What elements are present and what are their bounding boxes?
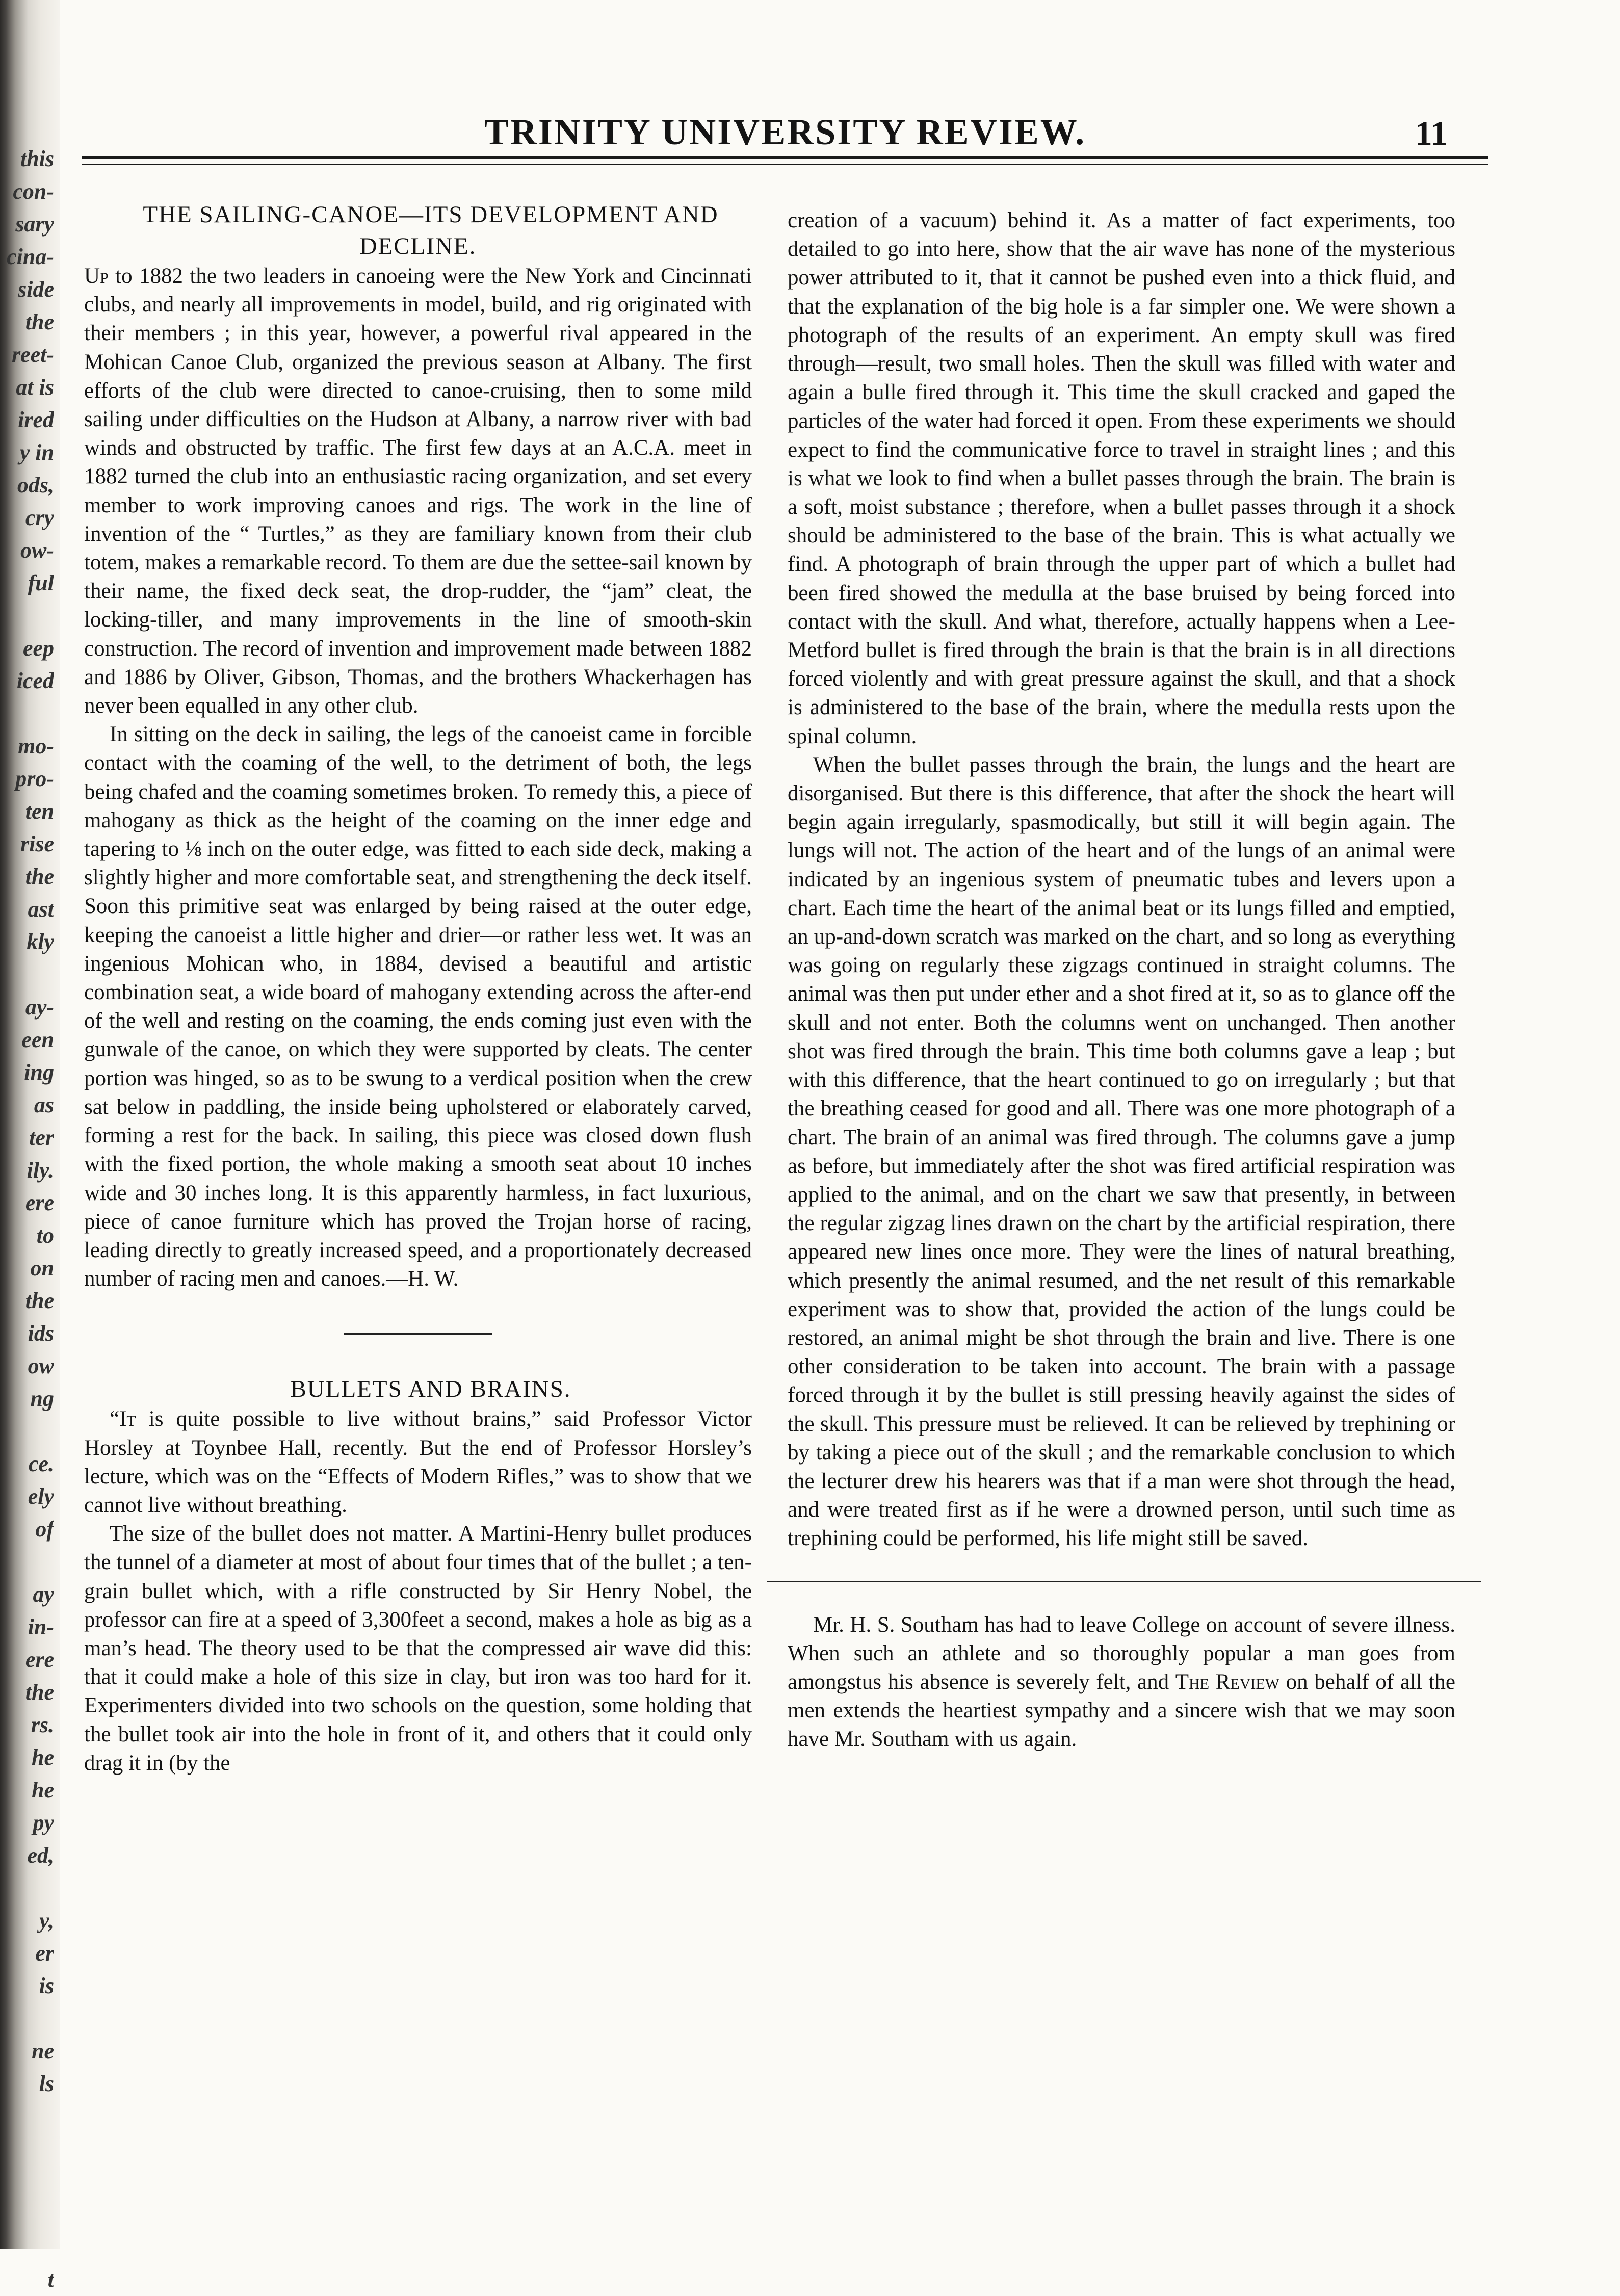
margin-fragment: ng — [30, 1386, 54, 1411]
margin-fragment: t — [47, 2267, 54, 2292]
margin-fragment: ily. — [27, 1158, 54, 1183]
margin-fragment — [0, 2002, 54, 2035]
article-heading-bullets-brains: BULLETS AND BRAINS. — [290, 1376, 571, 1403]
margin-fragment: on — [30, 1256, 54, 1281]
margin-fragment — [0, 2231, 54, 2263]
margin-fragment: ow — [28, 1353, 54, 1378]
drop-lead-word: Up — [84, 264, 109, 288]
margin-fragment: cry — [25, 505, 54, 530]
margin-fragment: at is — [16, 375, 54, 400]
article-paragraph: When the bullet passes through the brain, the lungs and the heart are disorganised. But there is this difference, that after the shock the heart will begin again irregularly, spasmodically, but still it will begin again. The lungs will not. The action of the heart and of the lungs of an animal were indicated by an ingenious system of pneumatic tubes and levers upon a chart. Each time the heart of the animal beat or its lungs filled and emptied, an up-and-down scratch was marked on the chart, and so long as everything was going on regularly these zigzags continued in straight columns. The animal was then put under ether and a shot fired at it, so as to glance off the skull and not enter. Both the columns went on unchanged. Then another shot was fired through the brain. This time both columns gave a leap ; but with this difference, that the heart continued to go on irregularly ; but that the breathing ceased for good and all. There was one more photograph of a chart. The brain of an animal was fired through. The columns gave a jump as before, but immediately after the shot was fired artificial respiration was applied to the animal, and on the chart we saw that presently, in between the regular zigzag lines drawn on the chart by the artificial respiration, there appeared new lines once more. They were the lines of natural breathing, which presently the animal resumed, and the net result of this remarkable experiment was to show that, provided the action of the lungs could be restored, an animal might be shot through the brain and live. There is one other consideration to be taken into account. The brain with a passage forced through it by the bullet is still pressing heavily against the sides of the skull. This pressure must be relieved. It can be relieved by trephining or by taking a piece out of the skull ; and the remarkable conclusion to which the lecturer drew his hearers was that if a man were shot through the head, and were treated first as if he were a drowned person, until such time as trephining could be performed, his life might still be saved. — [788, 752, 1455, 1551]
margin-fragment: rs. — [31, 1712, 54, 1737]
margin-fragment: the — [25, 1288, 54, 1313]
margin-fragment: ten — [25, 799, 54, 824]
margin-fragment — [0, 2165, 54, 2198]
section-divider — [767, 1581, 1481, 1582]
margin-fragment: er — [35, 1941, 54, 1966]
margin-fragment: ere — [25, 1647, 54, 1672]
article-heading-sailing-canoe: THE SAILING-CANOE—ITS DEVELOPMENT AND DECLINE. — [143, 201, 719, 259]
margin-fragment: ely — [28, 1484, 54, 1509]
right-column — [788, 206, 1455, 1754]
margin-fragment: ow- — [20, 538, 54, 563]
margin-fragment: is — [39, 1973, 54, 1998]
margin-fragment: ls — [39, 2071, 54, 2096]
margin-fragment — [0, 697, 54, 730]
margin-fragment — [0, 1415, 54, 1448]
notice-southam: Mr. H. S. Southam has had to leave College on account of severe illness. When such an athlete and so thoroughly popular a man goes from amongstus his absence is severely felt, and The Review on behalf of all the men extends the heartiest sympathy and a sincere wish that we may soon have Mr. Southam with us again. — [788, 1612, 1455, 1752]
margin-fragment — [0, 2133, 54, 2165]
margin-fragment: een — [21, 1027, 54, 1052]
margin-fragment — [0, 958, 54, 991]
review-name: The Review — [1175, 1669, 1279, 1694]
margin-fragment: ter — [29, 1125, 54, 1150]
margin-fragment: mo- — [18, 734, 54, 759]
margin-fragment: of — [35, 1517, 54, 1542]
article-paragraph: The size of the bullet does not matter. A Martini-Henry bullet produces the tunnel of a diameter at most of about four times that of the bullet ; a ten-grain bullet which, with a rifle constructed by Sir Henry Nobel, the professor can fire at a speed of 3,300feet a second, makes a hole as big as a man’s head. The theory used to be that the compressed air wave did this: that it could make a hole of this size in clay, but iron was too hard for it. Experimenters divided into two schools on the question, some holding that the bullet took air into the hole in front of it, and others that it could only drag it in (by the — [84, 1522, 752, 1775]
margin-fragment: side — [18, 277, 54, 302]
margin-fragment: pro- — [15, 766, 54, 791]
margin-fragment: ful — [28, 570, 54, 595]
margin-fragment: rise — [20, 831, 54, 856]
article-paragraph-continued: creation of a vacuum) behind it. As a matter of fact experiments, too detailed to go into here, show that the air wave has none of the mysterious power attributed to it, that it cannot be pushed even into a thick fluid, and that the explanation of the big hole is a far simpler one. We were shown a photograph of the results of an experiment. An empty skull was fired through—result, two small holes. Then the skull was filled with water and again a bulle fired through it. This time the skull cracked and gaped the particles of the water had forced it open. From these experiments we should expect to find the communicative force to travel in straight lines ; and this is what we look to find when a bullet passes through the brain. The brain is a soft, moist substance ; therefore, when a bullet passes through it a shock should be administered to the base of the brain. This is what actually we find. A photograph of brain through the upper part of which a bullet had been fired showed the medulla at the base bruised by being forced into contact with the skull. And what, therefore, actually happens when a Lee-Metford bullet is fired through the brain is that the brain is in all directions forced violently and with great pressure against the skull, and that a shock is administered to the base of the brain, where the medulla rests upon the spinal column. — [788, 208, 1455, 748]
margin-fragment: ods, — [17, 473, 54, 498]
margin-fragment: ce. — [28, 1451, 54, 1476]
section-divider — [344, 1333, 492, 1335]
margin-fragment: cina- — [7, 244, 54, 269]
drop-lead-word: “It — [110, 1407, 136, 1431]
page-number: 11 — [1415, 114, 1448, 152]
margin-fragment: as — [34, 1092, 54, 1117]
margin-fragment: ere — [25, 1190, 54, 1215]
margin-fragment: ne — [32, 2039, 54, 2064]
margin-fragment: ired — [18, 407, 54, 432]
margin-fragment: con- — [13, 179, 54, 204]
article-paragraph: “It is quite possible to live without brains,” said Professor Victor Horsley at Toynbee Hall, recently. But the end of Professor Horsley’s lecture, which was on the “Effects of Modern Rifles,” was to show that we cannot live without breathing. — [84, 1407, 752, 1517]
margin-fragment: y, — [39, 1908, 54, 1933]
article-paragraph: In sitting on the deck in sailing, the legs of the canoeist came in forcible contact with the coaming of the well, to the detriment of both, the legs being chafed and the coaming sometimes broken. To remedy this, a piece of mahogany as thick as the height of the coaming on the inner edge and tapering to ⅛ inch on the outer edge, was fitted to each side deck, making a slightly higher and more comfortable seat, and strengthening the deck itself. Soon this primitive seat was enlarged by being raised at the outer edge, keeping the canoeist a little higher and drier—or rather less wet. It was an ingenious Mohican who, in 1884, devised a beautiful and artistic combination seat, a wide board of mahogany extending across the after-end of the well and resting on the coaming, the ends coming just even with the gunwale of the canoe, on which they were supported by cleats. The center portion was hinged, so as to be swung to a verdical position when the crew sat below in paddling, the inside being upholstered or elaborately carved, forming a rest for the back. In sailing, this piece was closed down flush with the fixed portion, the whole making a smooth seat about 10 inches wide and 30 inches long. It is this apparently harmless, in fact luxurious, piece of canoe furniture which has proved the Trojan horse of racing, leading directly to greatly increased speed, and a proportionately decreased number of racing men and canoes.—H. W. — [84, 722, 752, 1291]
margin-fragment: this — [20, 146, 54, 171]
margin-fragment: ast — [28, 897, 54, 922]
margin-fragment: ed, — [27, 1843, 54, 1868]
header-rule-thick — [82, 156, 1488, 159]
margin-fragment: he — [32, 1778, 54, 1803]
margin-fragment — [0, 599, 54, 632]
journal-title: TRINITY UNIVERSITY REVIEW. — [484, 112, 1086, 152]
margin-fragment — [0, 1872, 54, 1904]
margin-fragment: ids — [28, 1321, 54, 1346]
left-column — [84, 199, 752, 1778]
margin-fragment: ing — [24, 1060, 54, 1085]
margin-fragment: py — [33, 1810, 54, 1835]
article-paragraph: Up to 1882 the two leaders in canoeing were the New York and Cincinnati clubs, and nearly all improvements in model, build, and rig originated with their members ; in this year, however, a powerful rival appeared in the Mohican Canoe Club, organized the previous season at Albany. The first efforts of the club were directed to canoe-cruising, then to some mild sailing under difficulties on the Hudson at Albany, a narrow river with bad winds and obstructed by traffic. The first few days at an A.C.A. meet in 1882 turned the club into an enthusiastic racing organization, and set every member to work improving canoes and rigs. The work in the line of invention of the “ Turtles,” as they are familiary known from their club totem, makes a remarkable record. To them are due the settee-sail known by their name, the fixed deck seat, the drop-rudder, the “jam” cleat, the locking-tiller, and many improvements in the line of smooth-skin construction. The record of invention and improvement made between 1882 and 1886 by Oliver, Gibson, Thomas, and the brothers Whackerhagen has never been equalled in any other club. — [84, 264, 752, 718]
margin-fragment: ay — [33, 1582, 54, 1607]
margin-fragment: to — [36, 1223, 54, 1248]
margin-fragment: ay- — [25, 995, 54, 1020]
margin-fragment: sary — [15, 212, 54, 237]
header-rule-thin — [82, 164, 1488, 165]
margin-fragment: eep — [22, 636, 54, 661]
margin-fragment: the — [25, 864, 54, 889]
margin-fragment: kly — [27, 929, 54, 954]
margin-fragment: the — [25, 1680, 54, 1705]
margin-fragment: in- — [28, 1614, 54, 1639]
margin-fragment: iced — [16, 668, 54, 693]
facing-page-margin-fragments — [0, 143, 57, 2292]
margin-fragment: reet- — [11, 342, 54, 367]
margin-fragment: y in — [19, 440, 54, 465]
margin-fragment: he — [32, 1745, 54, 1770]
running-header — [82, 111, 1488, 162]
margin-fragment: the — [25, 309, 54, 334]
margin-fragment — [0, 1546, 54, 1578]
margin-fragment — [0, 2198, 54, 2231]
margin-fragment — [0, 2100, 54, 2133]
